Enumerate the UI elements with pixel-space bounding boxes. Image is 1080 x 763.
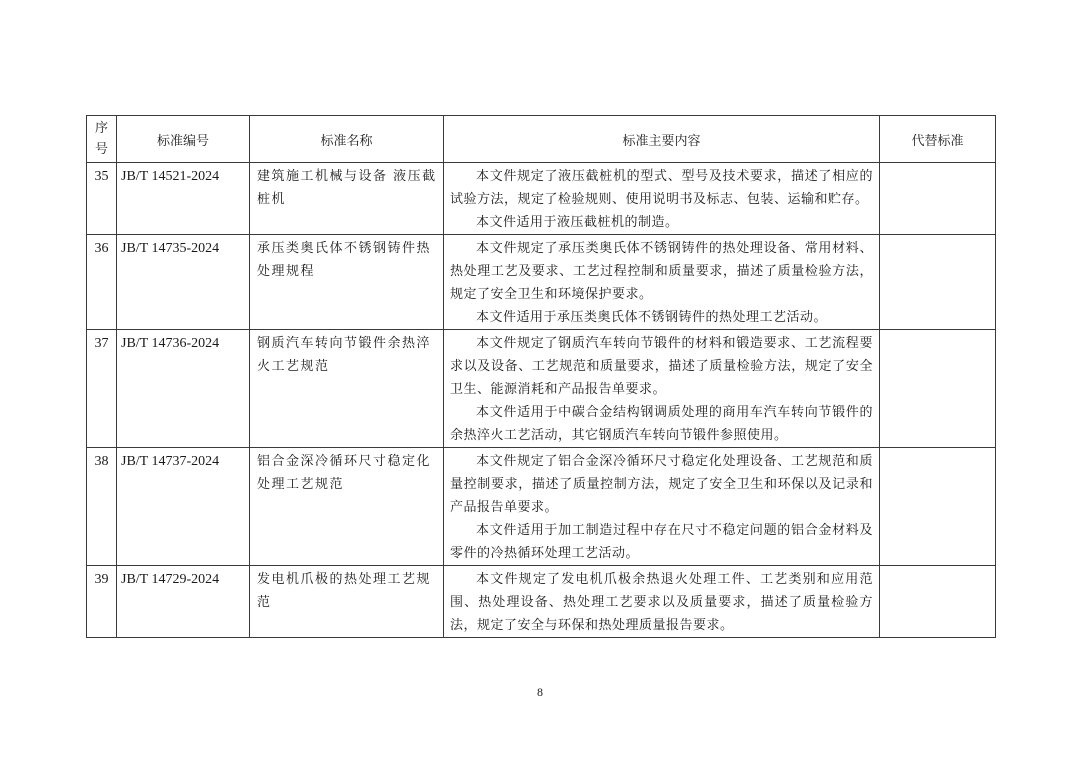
content-paragraph: 本文件适用于液压截桩机的制造。 [476,215,679,230]
content-paragraph: 本文件适用于承压类奥氏体不锈钢铸件的热处理工艺活动。 [476,310,828,325]
row-name: 铝合金深冷循环尺寸稳定化处理工艺规范 [250,448,444,566]
row-name: 发电机爪极的热处理工艺规范 [250,566,444,638]
header-seq-label: 序号 [94,120,108,157]
content-paragraph: 本文件规定了液压截桩机的型式、型号及技术要求，描述了相应的试验方法，规定了检验规则、使用说明书及标志、包装、运输和贮存。 [450,169,873,207]
table-header-row [87,116,996,163]
row-replace [880,566,996,638]
content-paragraph: 本文件适用于中碳合金结构钢调质处理的商用车汽车转向节锻件的余热淬火工艺活动，其它钢质汽车转向节锻件参照使用。 [450,405,873,443]
row-content [444,163,880,235]
row-content [444,235,880,330]
table-row [87,566,996,638]
row-content [444,330,880,448]
row-code: JB/T 14736-2024 [117,330,250,448]
content-paragraph: 本文件规定了铝合金深冷循环尺寸稳定化处理设备、工艺规范和质量控制要求，描述了质量控制方法，规定了安全卫生和环保以及记录和产品报告单要求。 [450,454,873,515]
row-name: 建筑施工机械与设备 液压截桩机 [250,163,444,235]
row-code: JB/T 14737-2024 [117,448,250,566]
header-seq [87,116,117,163]
table-row [87,330,996,448]
row-seq: 36 [87,235,117,330]
header-name: 标准名称 [250,116,444,163]
row-replace [880,330,996,448]
row-code: JB/T 14735-2024 [117,235,250,330]
row-name: 钢质汽车转向节锻件余热淬火工艺规范 [250,330,444,448]
page-number: 8 [537,685,543,699]
table-row [87,235,996,330]
row-replace [880,163,996,235]
row-seq: 39 [87,566,117,638]
content-paragraph: 本文件规定了钢质汽车转向节锻件的材料和锻造要求、工艺流程要求以及设备、工艺规范和质量要求，描述了质量检验方法，规定了安全卫生、能源消耗和产品报告单要求。 [450,336,873,397]
row-seq: 35 [87,163,117,235]
row-code: JB/T 14521-2024 [117,163,250,235]
row-content [444,448,880,566]
content-paragraph: 本文件规定了发电机爪极余热退火处理工件、工艺类别和应用范围、热处理设备、热处理工艺要求以及质量要求，描述了质量检验方法，规定了安全与环保和热处理质量报告要求。 [450,572,873,633]
table-row [87,163,996,235]
header-code: 标准编号 [117,116,250,163]
content-paragraph: 本文件规定了承压类奥氏体不锈钢铸件的热处理设备、常用材料、热处理工艺及要求、工艺过程控制和质量要求，描述了质量检验方法，规定了安全卫生和环境保护要求。 [450,241,873,302]
standards-table [86,115,996,638]
row-replace [880,448,996,566]
row-replace [880,235,996,330]
row-content [444,566,880,638]
row-seq: 38 [87,448,117,566]
row-seq: 37 [87,330,117,448]
row-code: JB/T 14729-2024 [117,566,250,638]
header-replace: 代替标准 [880,116,996,163]
header-content: 标准主要内容 [444,116,880,163]
content-paragraph: 本文件适用于加工制造过程中存在尺寸不稳定问题的铝合金材料及零件的冷热循环处理工艺活动。 [450,523,873,561]
row-name: 承压类奥氏体不锈钢铸件热处理规程 [250,235,444,330]
table-row [87,448,996,566]
